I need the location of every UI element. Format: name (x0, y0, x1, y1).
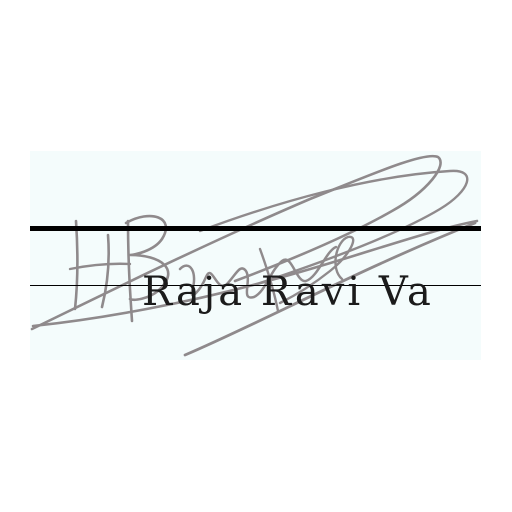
handwritten-signature-image (30, 151, 481, 360)
typed-name-label: Raja Ravi Va (142, 269, 434, 315)
signature-stroke-h-bar (70, 264, 130, 269)
signature-paper (30, 151, 481, 360)
signature-stroke-h-right (102, 235, 109, 307)
signature-stroke-h-left (75, 221, 77, 309)
signature-line-thick (30, 226, 481, 231)
